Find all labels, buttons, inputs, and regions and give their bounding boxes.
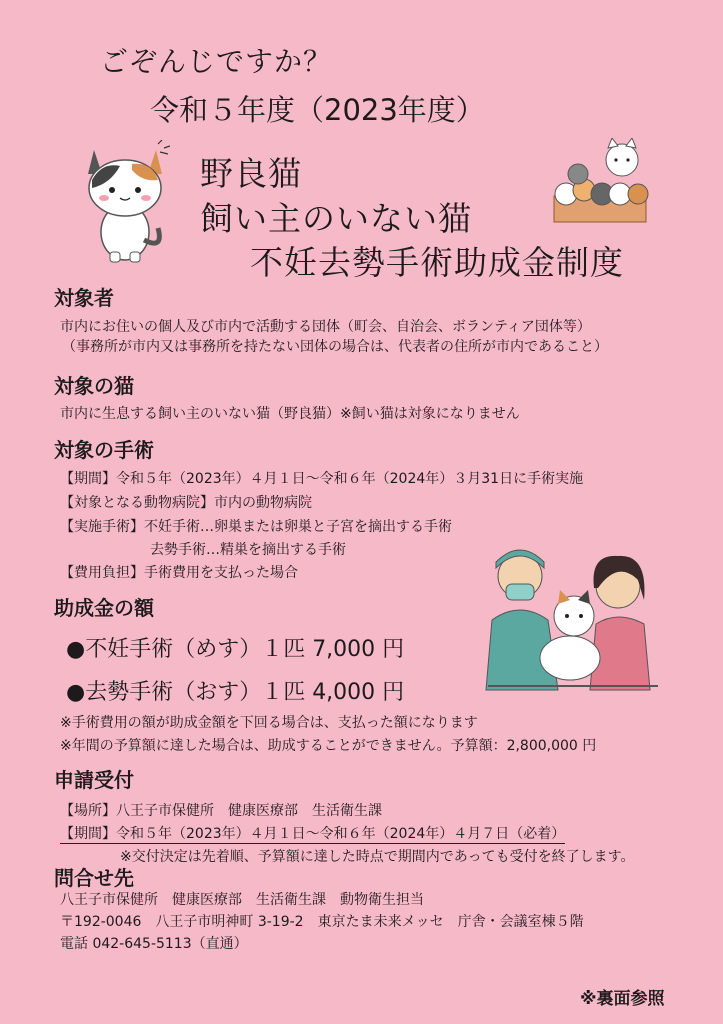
surgery-hospital <box>60 492 312 512</box>
application-place-label: 【場所】 <box>60 803 116 819</box>
surgery-procedure-label: 【実施手術】 <box>60 519 144 535</box>
section-heading-cat: 対象の猫 <box>54 374 134 398</box>
surgery-procedure <box>60 516 452 536</box>
surgery-hospital-text: 市内の動物病院 <box>214 495 312 511</box>
target-line-2: （事務所が市内又は事務所を持たない団体の場合は、代表者の住所が市内であること） <box>62 339 608 355</box>
title-line-2: 飼い主のいない猫 <box>200 199 472 238</box>
contact-phone: 電話 042-645-5113（直通） <box>60 936 248 952</box>
amount-note-2: ※年間の予算額に達した場合は、助成することができません。予算額：2,800,000 円 <box>60 738 597 754</box>
amount-note-1: ※手術費用の額が助成金額を下回る場合は、支払った額になります <box>60 715 478 731</box>
surgery-period <box>60 468 583 488</box>
surgery-cost <box>60 562 298 582</box>
application-place-text: 八王子市保健所 健康医療部 生活衛生課 <box>116 803 382 819</box>
title-line-3: 不妊去勢手術助成金制度 <box>250 243 624 282</box>
fiscal-year: 令和５年度（2023年度） <box>150 93 485 127</box>
application-period-label: 【期間】 <box>60 826 116 842</box>
see-reverse-note: ※裏面参照 <box>580 989 665 1009</box>
surgery-cost-text: 手術費用を支払った場合 <box>144 565 298 581</box>
application-period <box>60 823 565 844</box>
contact-department: 八王子市保健所 健康医療部 生活衛生課 動物衛生担当 <box>60 892 424 908</box>
section-heading-amount: 助成金の額 <box>54 596 154 620</box>
section-heading-surgery: 対象の手術 <box>54 438 154 462</box>
surgery-procedure-text-2: 去勢手術…精巣を摘出する手術 <box>150 542 346 558</box>
section-heading-target: 対象者 <box>54 286 114 310</box>
section-heading-contact: 問合せ先 <box>54 866 134 890</box>
header-question: ごぞんじですか？ <box>100 45 333 78</box>
amount-spay: ●不妊手術（めす）１匹 7,000 円 <box>66 637 405 662</box>
surgery-period-label: 【期間】 <box>60 471 116 487</box>
surgery-procedure-text-1: 不妊手術…卵巣または卵巣と子宮を摘出する手術 <box>144 519 452 535</box>
section-heading-application: 申請受付 <box>54 768 134 792</box>
surgery-period-text: 令和５年（2023年）４月１日～令和６年（2024年）３月31日に手術実施 <box>116 471 584 487</box>
target-line-1: 市内にお住いの個人及び市内で活動する団体（町会、自治会、ボランティア団体等） <box>60 319 591 335</box>
cat-line-1: 市内に生息する飼い主のいない猫（野良猫）※飼い猫は対象になりません <box>60 406 520 422</box>
surgery-cost-label: 【費用負担】 <box>60 565 144 581</box>
application-note: ※交付決定は先着順、予算額に達した時点で期間内であっても受付を終了します。 <box>120 849 635 865</box>
contact-address: 〒192-0046 八王子市明神町 3-19-2 東京たま未来メッセ 庁舎・会議室棟５階 <box>60 914 584 930</box>
surgery-hospital-label: 【対象となる動物病院】 <box>60 495 214 511</box>
calico-cat-illustration <box>80 140 170 265</box>
title-line-1: 野良猫 <box>200 154 302 193</box>
vet-and-owner-illustration <box>478 540 668 700</box>
kittens-in-box-illustration <box>550 138 650 224</box>
application-place <box>60 800 382 820</box>
amount-neuter: ●去勢手術（おす）１匹 4,000 円 <box>66 680 405 705</box>
application-period-text: 令和５年（2023年）４月１日～令和６年（2024年）４月７日（必着） <box>116 826 566 842</box>
